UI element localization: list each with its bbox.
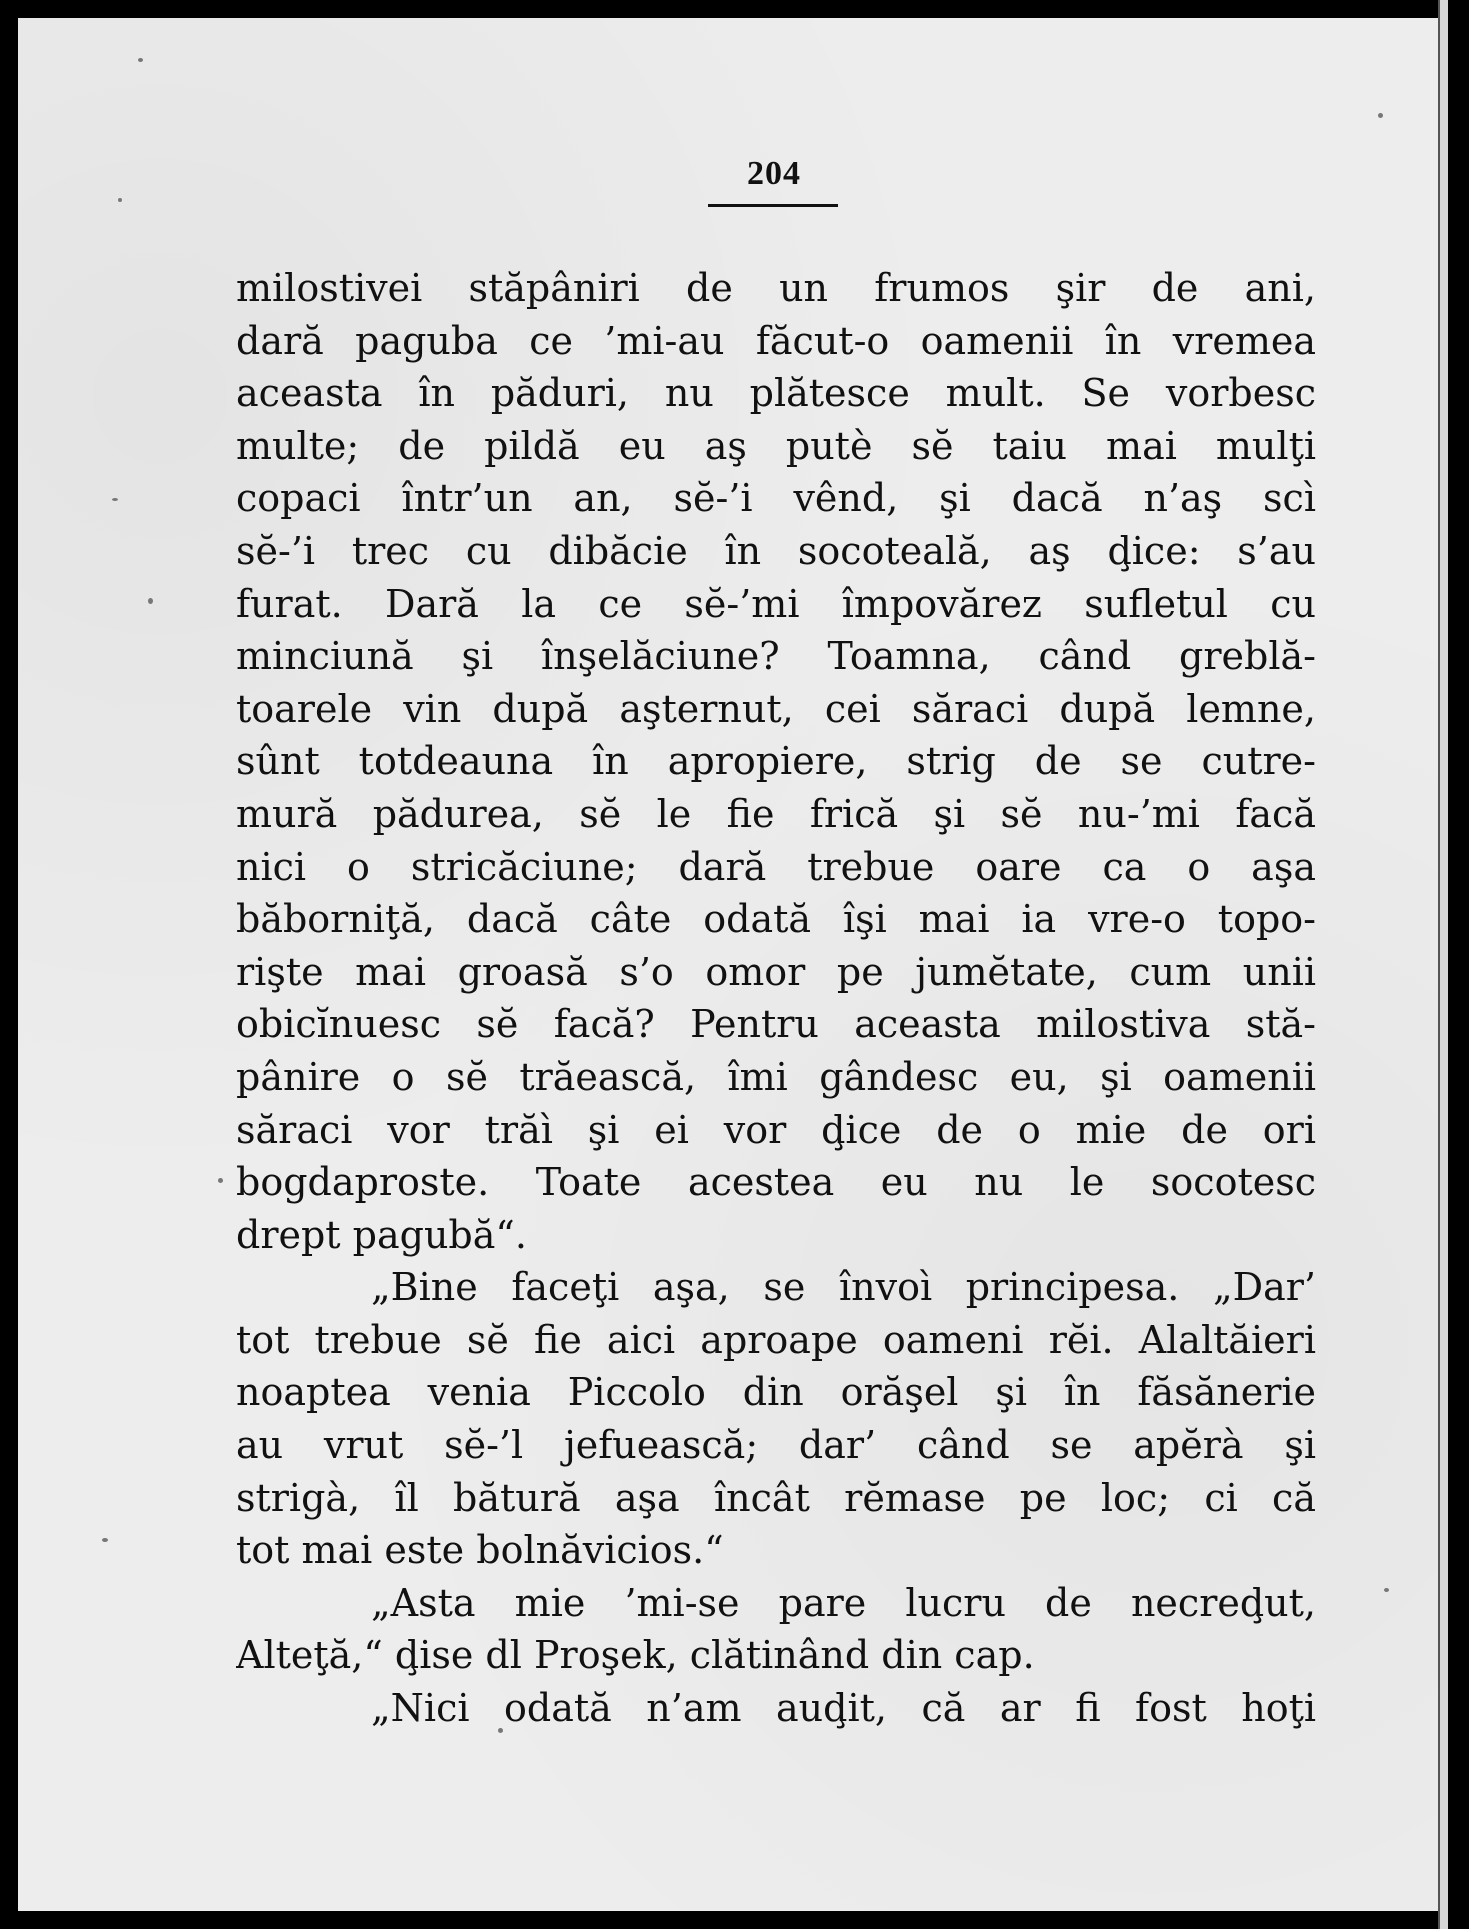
text-line: minciună şi înşelăciune? Toamna, când greblă- [236,634,1316,679]
text-line: drept pagubă“. [236,1212,527,1257]
text-line: mură pădurea, sĕ le fie frică şi sĕ nu-’mi facă [236,791,1316,836]
text-line: bogdaproste. Toate acestea eu nu le socotesc [236,1160,1316,1205]
text-line: băborniţă, dacă câte odată îşi mai ia vre-o topo- [236,897,1316,942]
text-line: Alteţă,“ ḑise dl Proşek, clătinând din cap. [236,1633,1035,1678]
text-line: tot trebue sĕ fie aici aproape oameni rĕi. Alaltăieri [236,1317,1316,1362]
text-line: copaci într’un an, sĕ-’i vênd, şi dacă n’aş scì [236,476,1316,521]
text-line: dară paguba ce ’mi-au făcut-o oamenii în vremea [236,318,1316,363]
paper-speck [1378,113,1383,118]
text-line: nici o stricăciune; dară trebue oare ca o aşa [236,844,1316,889]
paper-speck [118,198,122,202]
body-text [236,262,1316,1735]
text-line: au vrut sĕ-’l jefuească; dar’ când se apĕrà şi [236,1423,1316,1468]
text-line: sûnt totdeauna în apropiere, strig de se cutre- [236,739,1316,784]
text-line: aceasta în păduri, nu plătesce mult. Se vorbesc [236,371,1316,416]
text-line: „Nici odată n’am auḑit, că ar fi fost hoţi [371,1686,1316,1731]
paper-speck [148,598,153,604]
paper-speck [102,1538,108,1542]
text-line: noaptea venia Piccolo din orăşel şi în făsănerie [236,1370,1316,1415]
text-line: rişte mai groasă s’o omor pe jumĕtate, cum unii [236,949,1316,994]
text-line: „Bine faceţi aşa, se învoì principesa. „Dar’ [371,1265,1316,1310]
paper-speck [218,1178,223,1183]
paper-speck [1384,1588,1389,1592]
text-line: tot mai este bolnăvicios.“ [236,1528,724,1573]
text-line: „Asta mie ’mi-se pare lucru de necreḑut, [371,1580,1316,1625]
page-number: 204 [747,155,801,192]
text-line: pânire o sĕ trăească, îmi gândesc eu, şi oamenii [236,1054,1316,1099]
paper-speck [112,498,118,501]
text-line: strigà, îl bătură aşa încât rĕmase pe loc; ci că [236,1475,1316,1520]
text-line: milostivei stăpâniri de un frumos şir de ani, [236,266,1316,310]
text-line: sĕ-’i trec cu dibăcie în socoteală, aş ḑice: s’au [236,528,1316,573]
paper-speck [138,58,143,62]
text-line: furat. Dară la ce sĕ-’mi împovărez sufletul cu [236,581,1316,626]
page-number-rule [708,204,838,207]
text-line: toarele vin după aşternut, cei săraci după lemne, [236,686,1316,731]
text-line: săraci vor trăì şi ei vor ḑice de o mie de ori [236,1107,1316,1152]
text-line: multe; de pildă eu aş putè sĕ taiu mai mulţi [236,423,1316,468]
text-line: obicĭnuesc sĕ facă? Pentru aceasta milostiva stă- [236,1002,1316,1047]
page-edge [1438,0,1448,1929]
